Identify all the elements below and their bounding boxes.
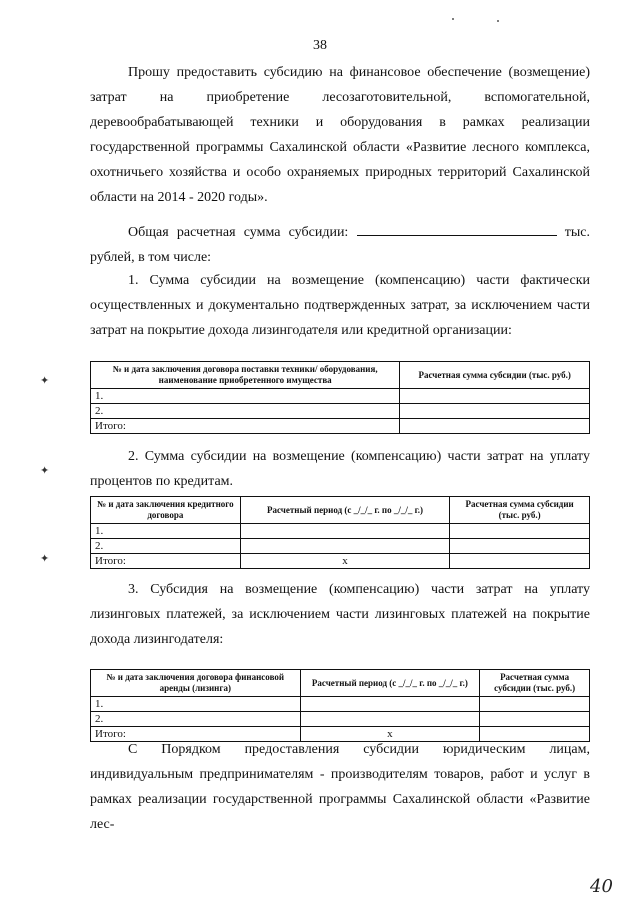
closing-text: С Порядком предоставления субсидии юридическим лицам, индивидуальным предпринимателям - производителям товаров, работ и услуг в рамках реализации государственной программы Сахалинской области «Развитие лес- (90, 742, 590, 832)
table-cell (300, 697, 480, 712)
table-header-row (91, 362, 590, 389)
table-cell: 2. (91, 712, 301, 727)
total-sum-blank (357, 220, 557, 236)
table-cell (300, 712, 480, 727)
table-row (91, 524, 590, 539)
table-header-cell: Расчетная сумма субсидии (тыс. руб.) (450, 497, 590, 524)
table-cell: 1. (91, 697, 301, 712)
table-header-cell: № и дата заключения кредитного договора (91, 497, 241, 524)
table-cell (240, 539, 450, 554)
table-cell: Итого: (91, 727, 301, 742)
table-cell: x (300, 727, 480, 742)
margin-mark: ✦ (40, 374, 50, 387)
margin-mark: ✦ (40, 552, 50, 565)
table-cell (400, 404, 590, 419)
table-row (91, 712, 590, 727)
table-cell (400, 419, 590, 434)
table-cell (480, 712, 590, 727)
table-cell (400, 389, 590, 404)
margin-mark: ✦ (40, 464, 50, 477)
table-cell (450, 554, 590, 569)
table-cell: 2. (91, 539, 241, 554)
table-leasing-subsidy (90, 669, 590, 742)
table-row (91, 389, 590, 404)
table-header-cell: Расчетная сумма субсидии (тыс. руб.) (480, 670, 590, 697)
table-row (91, 404, 590, 419)
item3-text: 3. Субсидия на возмещение (компенсацию) части затрат на уплату лизинговых платежей, за исключением части лизинговых платежей на покрытие дохода лизингодателя: (90, 582, 590, 647)
table-header-cell: Расчетный период (с _/_/_ г. по _/_/_ г.) (240, 497, 450, 524)
total-sum-line (90, 220, 590, 270)
scan-speck (497, 20, 499, 22)
item1-text: 1. Сумма субсидии на возмещение (компенсацию) части фактически осуществленных и документально подтвержденных затрат, за исключением части затрат на покрытие дохода лизингодателя или кредитной организации: (90, 273, 590, 338)
paragraph-request: Прошу предоставить субсидию на финансовое обеспечение (возмещение) затрат на приобретение лесозаготовительной, вспомогательной, деревообрабатывающей техники и оборудования в рамках реализации государственной программы Сахалинской области «Развитие лесного комплекса, охотничьего хозяйства и особо охраняемых природных территорий Сахалинской области на 2014 - 2020 годы». (90, 65, 590, 205)
total-sum-unit: тыс. рублей, в том числе: (90, 225, 591, 265)
table-row (91, 419, 590, 434)
page-number: 38 (313, 38, 327, 53)
table-cell (240, 524, 450, 539)
table-header-cell: Расчетный период (с _/_/_ г. по _/_/_ г.) (300, 670, 480, 697)
table-row (91, 697, 590, 712)
table-cell: Итого: (91, 419, 400, 434)
table-header-cell: Расчетная сумма субсидии (тыс. руб.) (400, 362, 590, 389)
table-credit-subsidy (90, 496, 590, 569)
table-cell: 2. (91, 404, 400, 419)
item2-text: 2. Сумма субсидии на возмещение (компенсацию) части затрат на уплату процентов по кредитам. (90, 449, 590, 489)
table-row (91, 539, 590, 554)
table-cell: 1. (91, 389, 400, 404)
table-cell (450, 539, 590, 554)
table-cell: Итого: (91, 554, 241, 569)
total-sum-label: Общая расчетная сумма субсидии: (128, 225, 349, 240)
table-cell (450, 524, 590, 539)
table-cell: 1. (91, 524, 241, 539)
table-cell: x (240, 554, 450, 569)
table-cell (480, 697, 590, 712)
table-header-cell: № и дата заключения договора поставки техники/ оборудования, наименование приобретенного имущества (91, 362, 400, 389)
table-header-cell: № и дата заключения договора финансовой аренды (лизинга) (91, 670, 301, 697)
table-equipment-subsidy (90, 361, 590, 434)
scan-speck (452, 18, 454, 20)
table-header-row (91, 670, 590, 697)
table-row (91, 554, 590, 569)
handwritten-page-number: 40 (590, 876, 613, 897)
table-header-row (91, 497, 590, 524)
